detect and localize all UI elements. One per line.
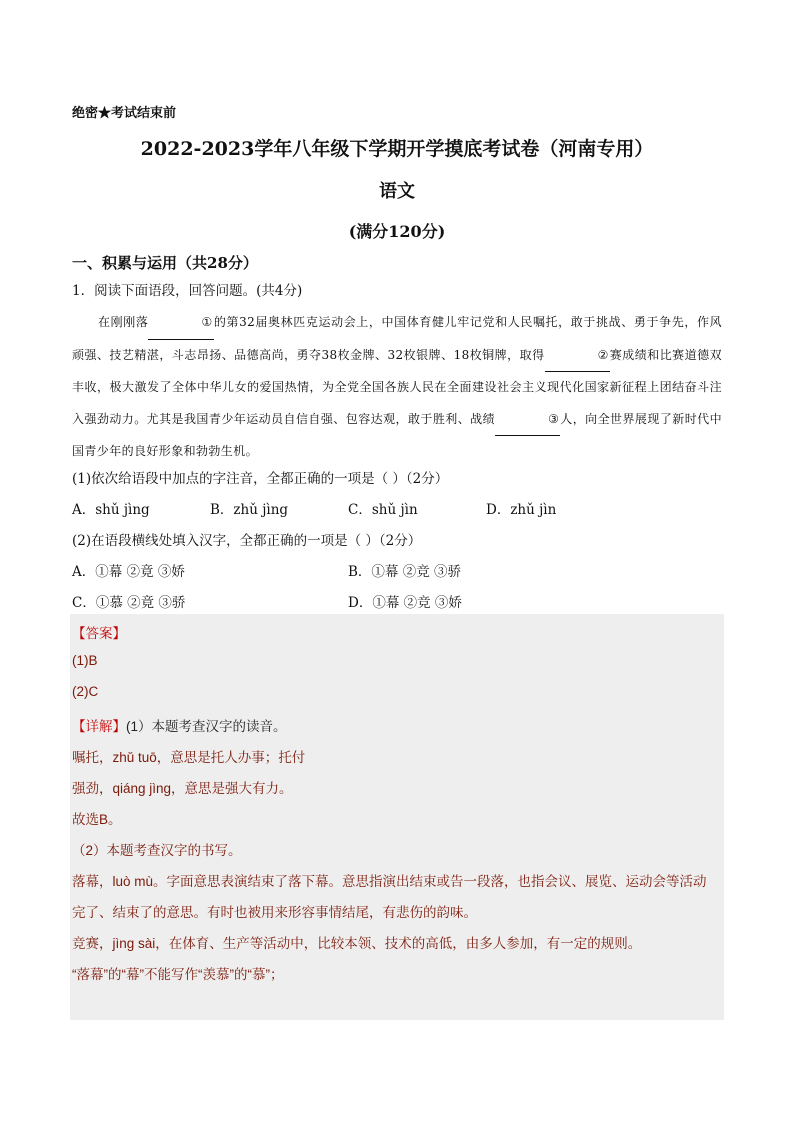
passage-text: 赛成绩和比赛道德双丰收，极大激发了全体中华儿女的爱国热情，为全党全国各族人民在全面建设社会主义现代化国家新征程上团结奋斗注入强劲动力。尤其是我国青少年运动员自信自强、包容达观，敢于胜利、战绩 [72,347,723,426]
answer-1: (1)B [72,653,98,668]
sub-question-1: (1)依次给语段中加点的字注音，全都正确的一项是（ ）（2分） [72,471,449,487]
detail-line [72,715,287,735]
option-1d: D．zhǔ jìn [486,502,557,518]
option-2b: B．①幕 ②竞 ③骄 [348,564,462,580]
answer-2: (2)C [72,684,99,699]
explanation-line-1: 嘱托，zhǔ tuō，意思是托人办事；托付 [72,750,306,765]
sub-question-2: (2)在语段横线处填入汉字，全都正确的一项是（ ）（2分） [72,533,422,549]
confidential-mark: 绝密★考试结束前 [72,106,177,121]
subject-title: 语文 [379,181,415,202]
option-1c: C．shǔ jìn [348,502,418,518]
answer-label: 【答案】 [72,626,126,641]
blank-number-2: ② [597,347,609,362]
blank-1 [148,307,213,340]
explanation-line-8: “落幕”的“幕”不能写作“羡慕”的“慕”； [72,967,284,982]
option-2d: D．①幕 ②竞 ③娇 [348,595,462,611]
exam-title: 2022-2023学年八年级下学期开学摸底考试卷（河南专用） [140,138,654,160]
explanation-line-5: 落幕，luò mù。字面意思表演结束了落下幕。意思指演出结束或告一段落，也指会议、展览、运动会等活动 [72,874,707,889]
option-2a: A．①幕 ②竟 ③娇 [72,564,185,580]
option-1a: A．shǔ jìng [72,502,150,518]
answer-panel [70,614,724,1020]
blank-number-1: ① [201,315,213,329]
reading-passage [72,307,722,468]
section-heading: 一、积累与运用（共28分） [72,254,258,272]
question-1-prompt: 1．阅读下面语段，回答问题。(共4分) [72,283,303,299]
detail-intro: (1）本题考查汉字的读音。 [126,719,287,734]
passage-text: 人，向全世界展现了新时代中国青少年的良好形象和勃勃生机。 [72,411,722,458]
explanation-line-3: 故选B。 [72,812,122,827]
explanation-line-7: 竞赛，jìng sài，在体育、生产等活动中，比较本领、技术的高低，由多人参加，有一定的规则。 [72,936,642,951]
blank-3 [495,404,560,437]
blank-number-3: ③ [548,411,560,426]
explanation-line-6: 完了、结束了的意思。有时也被用来形容事情结尾，有悲伤的韵味。 [72,905,477,920]
passage-text: 的第32届奥林匹克运动会上，中国体育健儿牢记党和人民嘱托，敢于挑战、勇于争先，作风顽强、技艺精湛，斗志昂扬、品德高尚，勇夺38枚金牌、32枚银牌、18枚铜牌，取得 [72,315,722,362]
passage-text: 在刚刚落 [98,315,149,329]
detail-label: 【详解】 [72,719,126,734]
total-score: (满分120分) [348,222,446,241]
blank-2 [545,340,610,373]
explanation-line-4: （2）本题考查汉字的书写。 [72,843,242,858]
option-2c: C．①慕 ②竟 ③骄 [72,595,186,611]
explanation-line-2: 强劲，qiáng jìng，意思是强大有力。 [72,781,293,796]
option-1b: B．zhǔ jìng [210,502,289,518]
